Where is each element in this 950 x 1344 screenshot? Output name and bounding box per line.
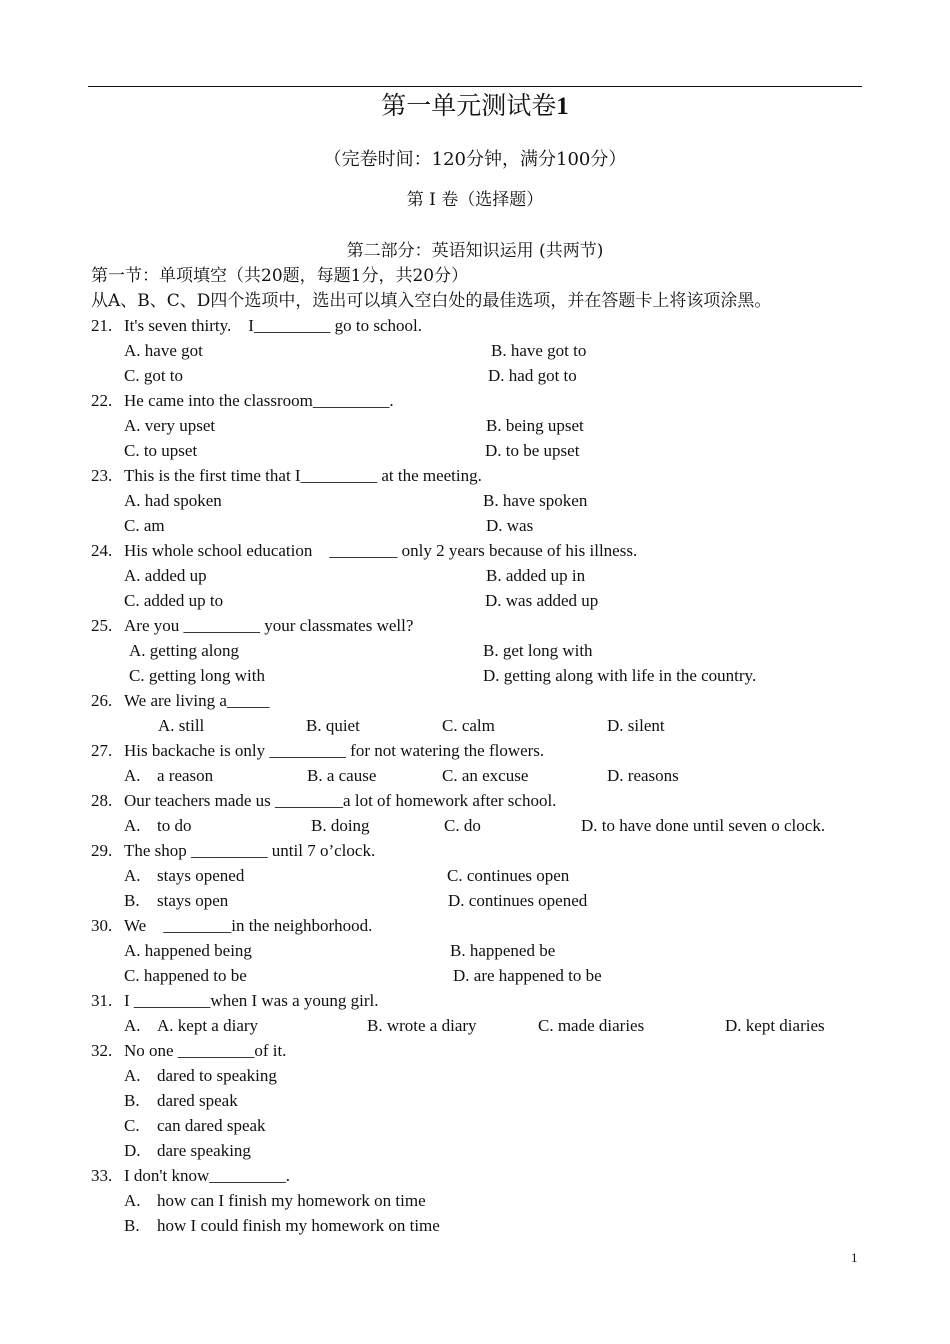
option: to do [157,816,192,835]
option: C. getting long with [129,666,265,685]
option-letter: A. [124,1066,141,1085]
option: how can I finish my homework on time [157,1191,426,1210]
option: C. to upset [124,441,198,460]
option: C. continues open [447,866,570,885]
option: D. are happened to be [453,966,602,985]
option-letter: C. [124,1116,140,1135]
option: B. quiet [306,716,360,735]
question-stem: His backache is only _________ for not watering the flowers. [124,741,545,760]
page-number: 1 [851,1250,858,1265]
question-stem: His whole school education ________ only 2 years because of his illness. [124,541,638,560]
option: D. had got to [488,366,577,385]
option: B. wrote a diary [367,1016,477,1035]
question-stem: We ________in the neighborhood. [124,916,373,935]
question-number: 21. [91,316,113,335]
option: C. calm [442,716,495,735]
question-stem: This is the first time that I_________ at the meeting. [124,466,482,485]
option-letter: A. [124,866,141,885]
option: dared speak [157,1091,238,1110]
option: C. happened to be [124,966,247,985]
option-letter: B. [124,1216,140,1235]
option: B. doing [311,816,370,835]
option: D. kept diaries [725,1016,825,1035]
option: A. have got [124,341,203,360]
question-stem: The shop _________ until 7 o’clock. [124,841,376,860]
question-number: 30. [91,916,113,935]
question-stem: It's seven thirty. I_________ go to school. [124,316,423,335]
option: C. an excuse [442,766,529,785]
question-stem: He came into the classroom_________. [124,391,394,410]
option: D. reasons [607,766,679,785]
option-letter: A. [124,1191,141,1210]
page-title: 第一单元测试卷1 [381,91,569,120]
section-heading: 第一节：单项填空（共20题，每题1分，共20分） [91,266,469,286]
option-letter: A. [124,766,141,785]
question-stem: I don't know_________. [124,1166,290,1185]
question-number: 27. [91,741,113,760]
question-number: 32. [91,1041,113,1060]
option: A. still [158,716,205,735]
option-letter: D. [124,1141,141,1160]
question-number: 33. [91,1166,113,1185]
option: D. getting along with life in the country. [483,666,757,685]
part-heading: 第二部分：英语知识运用 (共两节) [346,241,604,261]
option-letter: A. [124,1016,141,1035]
option: C. am [124,516,165,535]
option: a reason [157,766,214,785]
option: C. added up to [124,591,224,610]
option-letter: A. [124,816,141,835]
header-rule [88,86,862,87]
option: dared to speaking [157,1066,277,1085]
option: stays open [157,891,229,910]
option-letter: B. [124,891,140,910]
option: C. do [444,816,481,835]
question-number: 22. [91,391,113,410]
question-stem: No one _________of it. [124,1041,287,1060]
question-number: 26. [91,691,113,710]
option: dare speaking [157,1141,251,1160]
question-stem: We are living a_____ [124,691,270,710]
option: A. kept a diary [157,1016,259,1035]
question-number: 25. [91,616,113,635]
option: A. happened being [124,941,252,960]
option: C. made diaries [538,1016,645,1035]
option-letter: B. [124,1091,140,1110]
exam-time-note: （完卷时间：120分钟，满分100分） [323,149,627,170]
option: A. added up [124,566,207,585]
option: B. a cause [307,766,377,785]
volume-heading: 第 I 卷（选择题） [406,190,544,210]
question-stem: Are you _________ your classmates well? [124,616,414,635]
option: D. was added up [485,591,599,610]
question-number: 28. [91,791,113,810]
option: stays opened [157,866,245,885]
option: B. have spoken [483,491,588,510]
question-stem: I _________when I was a young girl. [124,991,379,1010]
option: D. continues opened [448,891,588,910]
option: C. got to [124,366,184,385]
option: B. being upset [486,416,584,435]
question-number: 23. [91,466,113,485]
option: how I could finish my homework on time [157,1216,440,1235]
option: A. getting along [129,641,240,660]
option: B. added up in [486,566,586,585]
option: can dared speak [157,1116,266,1135]
option: D. to be upset [485,441,580,460]
option: A. had spoken [124,491,222,510]
option: D. was [486,516,534,535]
option: B. happened be [450,941,556,960]
question-number: 24. [91,541,113,560]
option: B. have got to [491,341,587,360]
question-stem: Our teachers made us ________a lot of homework after school. [124,791,557,810]
option: A. very upset [124,416,216,435]
instruction-text: 从A、B、C、D四个选项中，选出可以填入空白处的最佳选项，并在答题卡上将该项涂黑。 [91,291,772,311]
question-number: 31. [91,991,113,1010]
option: D. to have done until seven o clock. [581,816,826,835]
option: B. get long with [483,641,593,660]
question-number: 29. [91,841,113,860]
option: D. silent [607,716,665,735]
